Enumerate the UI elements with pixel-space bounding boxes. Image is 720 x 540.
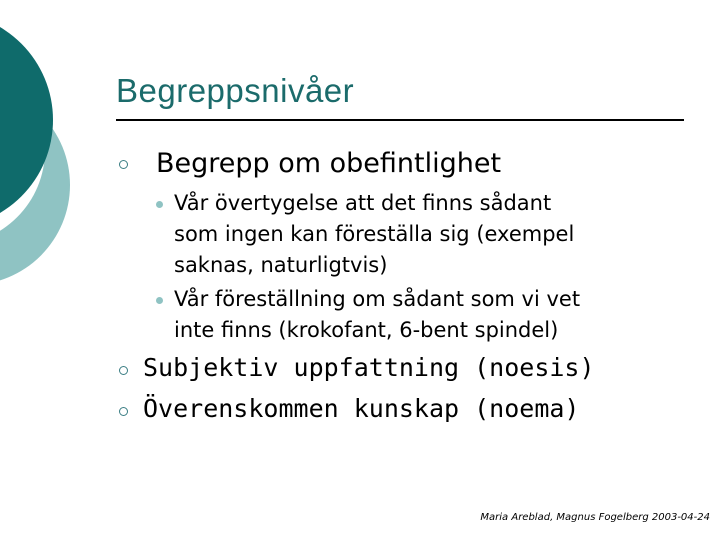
sub-bullet-dot-icon [156, 297, 163, 304]
slide-footer: Maria Areblad, Magnus Fogelberg 2003-04-24 [480, 512, 710, 523]
bullet-ring-icon [119, 407, 128, 416]
bullet-ring-icon [119, 160, 128, 169]
decorative-circles [0, 0, 120, 300]
sub-bullet-dot-icon [156, 201, 163, 208]
slide-title: Begreppsnivåer [116, 72, 355, 109]
sub-bullet-text: Vår övertygelse att det finns sådant som ingen kan föreställa sig (exempel saknas, naturligtvis) [174, 191, 575, 277]
bullet-text: Subjektiv uppfattning (noesis) [143, 353, 595, 382]
bullet-ring-icon [119, 366, 128, 375]
sub-bullet-text: Vår föreställning om sådant som vi vet inte finns (krokofant, 6-bent spindel) [174, 287, 581, 342]
bullet-text: Överenskommen kunskap (noema) [143, 394, 580, 423]
title-divider [116, 119, 684, 121]
bullet-text: Begrepp om obefintlighet [156, 148, 502, 179]
